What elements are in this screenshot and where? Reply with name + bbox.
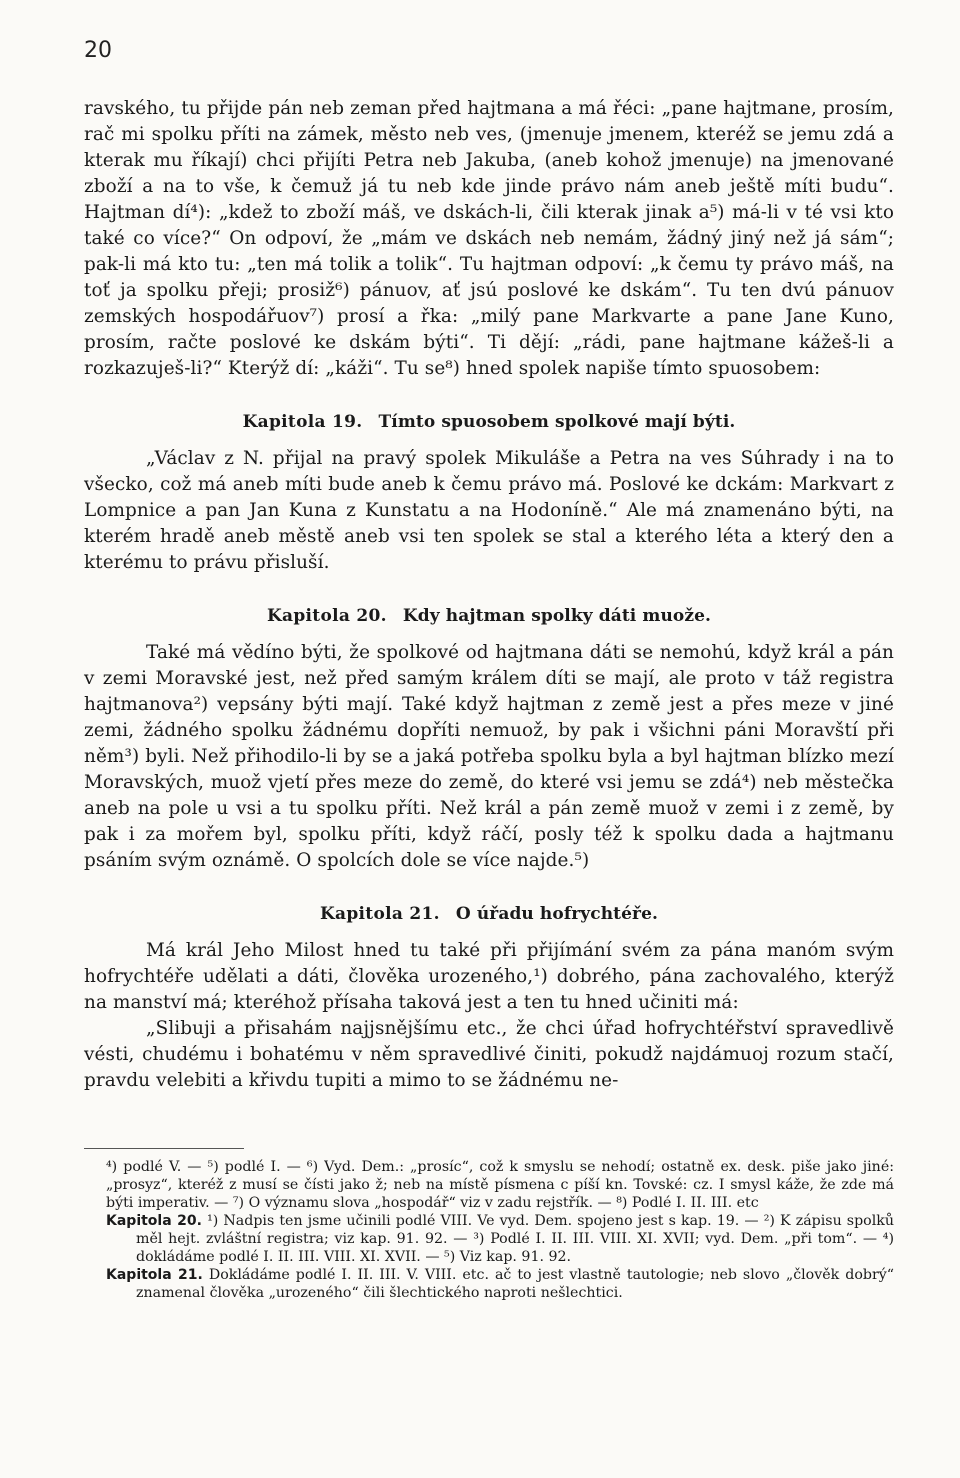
footnote-block-2	[106, 1212, 894, 1266]
chapter-19-heading	[84, 410, 894, 434]
chapter-20-title: Kdy hajtman spolky dáti muože.	[402, 606, 712, 626]
chapter-19-text: „Václav z N. přijal na pravý spolek Mikuláše a Petra na ves Súhrady i na to všecko, což má aneb míti bude aneb k čemu právo má. Poslové ke dckám: Markvart z Lompnice a pan Jan Kuna z Kunstatu a na Hodoníně.“ Ale má znamenáno býti, na kterém hradě aneb městě aneb vsi ten spolek se stal a kterého léta a který den a kterému to právu přisluší.	[84, 448, 894, 573]
chapter-19-title: Tímto spuosobem spolkové mají býti.	[378, 412, 736, 432]
footnote-block-1: ⁴) podlé V. — ⁵) podlé I. — ⁶) Vyd. Dem.: „prosíc“, což k smyslu se nehodí; ostatně ex. desk. piše jako jiné: „prosyz“, kteréž z musí se čísti jako ž; neb na místě písmena c píší kn. Tovské: cz. I smysl káže, že zde má býti imperativ. — ⁷) O významu slova „hospodář“ viz v zadu rejstřík. — ⁸) Podlé I. II. III. etc	[106, 1159, 894, 1211]
chapter-19-label: Kapitola 19.	[242, 412, 363, 432]
chapter-21-label: Kapitola 21.	[319, 904, 440, 924]
footnote-block-3	[106, 1266, 894, 1302]
footnote-3-text: Dokládáme podlé I. II. III. V. VIII. etc. ač to jest vlastně tautologie; neb slovo „člověk dobrý“ znamenal člověka „urozeného“ čili šlechtického naproti nešlechtici.	[136, 1267, 894, 1301]
chapter-21-text-2: „Slibuji a přisahám najjsnějšímu etc., že chci úřad hofrychtéřství spravedlivě vésti, chudému i bohatému v něm spravedlivé činiti, pokudž najdámuoj rozum stačí, pravdu velebiti a křivdu tupiti a mimo to se žádnému ne-	[84, 1018, 894, 1091]
footnote-2-text: ¹) Nadpis ten jsme učinili podlé VIII. Ve vyd. Dem. spojeno jest s kap. 19. — ²) K zápisu spolků měl hejt. zvláštní registra; viz kap. 91. 92. — ³) Podlé I. II. III. VIII. XI. XVII; vyd. Dem. „při tom“. — ⁴) dokládáme podlé I. II. III. VIII. XI. XVII. — ⁵) Viz kap. 91. 92.	[136, 1213, 894, 1265]
chapter-21-text-1: Má král Jeho Milost hned tu také při přijímání svém za pána manóm svým hofrychtéře udělati a dáti, člověka urozeného,¹) dobrého, pána zachovalého, kterýž na manství má; kteréhož přísaha taková jest a ten tu hned učiniti má:	[84, 940, 894, 1013]
footnote-3-label: Kapitola 21.	[106, 1267, 203, 1283]
chapter-20-label: Kapitola 20.	[266, 606, 387, 626]
chapter-20-heading	[84, 604, 894, 628]
footnote-2-label: Kapitola 20.	[106, 1213, 202, 1229]
footnote-divider	[84, 1148, 244, 1149]
chapter-21-heading	[84, 902, 894, 926]
intro-paragraph: ravského, tu přijde pán neb zeman před hajtmana a má řéci: „pane hajtmane, prosím, rač mi spolku příti na zámek, město neb ves, (jmenuje jmenem, kteréž se jemu zdá a kterak mu říkají) chci přijíti Petra neb Jakuba, (aneb kohož jmenuje) na jmenované zboží a na to vše, k čemuž já tu neb kde jinde právo nám aneb ještě míti budu“. Hajtman dí⁴): „kdež to zboží máš, ve dskách-li, čili kterak jinak a⁵) má-li v té vsi kto také co více?“ On odpoví, že „mám ve dskách neb nemám, žádný jiný než já sám“; pak-li má kto tu: „ten má tolik a tolik“. Tu hajtman odpoví: „k čemu ty právo máš, na toť ja spolku přeji; prosiž⁶) pánuov, ať jsú poslové ke dskám“. Tu ten dvú pánuov zemských hospodářuov⁷) prosí a řka: „milý pane Markvarte a pane Jane Kuno, prosím, račte poslové ke dskám býti“. Ti dějí: „rádi, pane hajtmane kážeš-li a rozkazuješ-li?“ Kterýž dí: „káži“. Tu se⁸) hned spolek napiše tímto spuosobem:	[84, 98, 894, 379]
page-number: 20	[84, 38, 112, 63]
chapter-20-text: Také má vědíno býti, že spolkové od hajtmana dáti se nemohú, když král a pán v zemi Moravské jest, než před samým králem díti se mají, ale proto v táž registra hajtmanova²) vepsány býti mají. Také když hajtman z země jest a přes meze v jiné zemi, žádného spolku žádnému dopříti nemuož, by pak i všichni páni Moravští při něm³) byli. Než přihodilo-li by se a jaká potřeba spolku byla a byl hajtman blízko mezí Moravských, muož vjetí přes meze do země, do které vsi jemu se zdá⁴) neb městečka aneb na pole u vsi a tu spolku příti. Než král a pán země muož v zemi i z země, by pak i za mořem byl, spolku příti, když ráčí, posly též k spolku dada a hajtmanu psáním svým oznámě. O spolcích dole se více najde.⁵)	[84, 642, 894, 871]
footnotes	[106, 1158, 894, 1302]
main-text	[84, 96, 894, 1094]
chapter-21-title: O úřadu hofrychtéře.	[455, 904, 659, 924]
